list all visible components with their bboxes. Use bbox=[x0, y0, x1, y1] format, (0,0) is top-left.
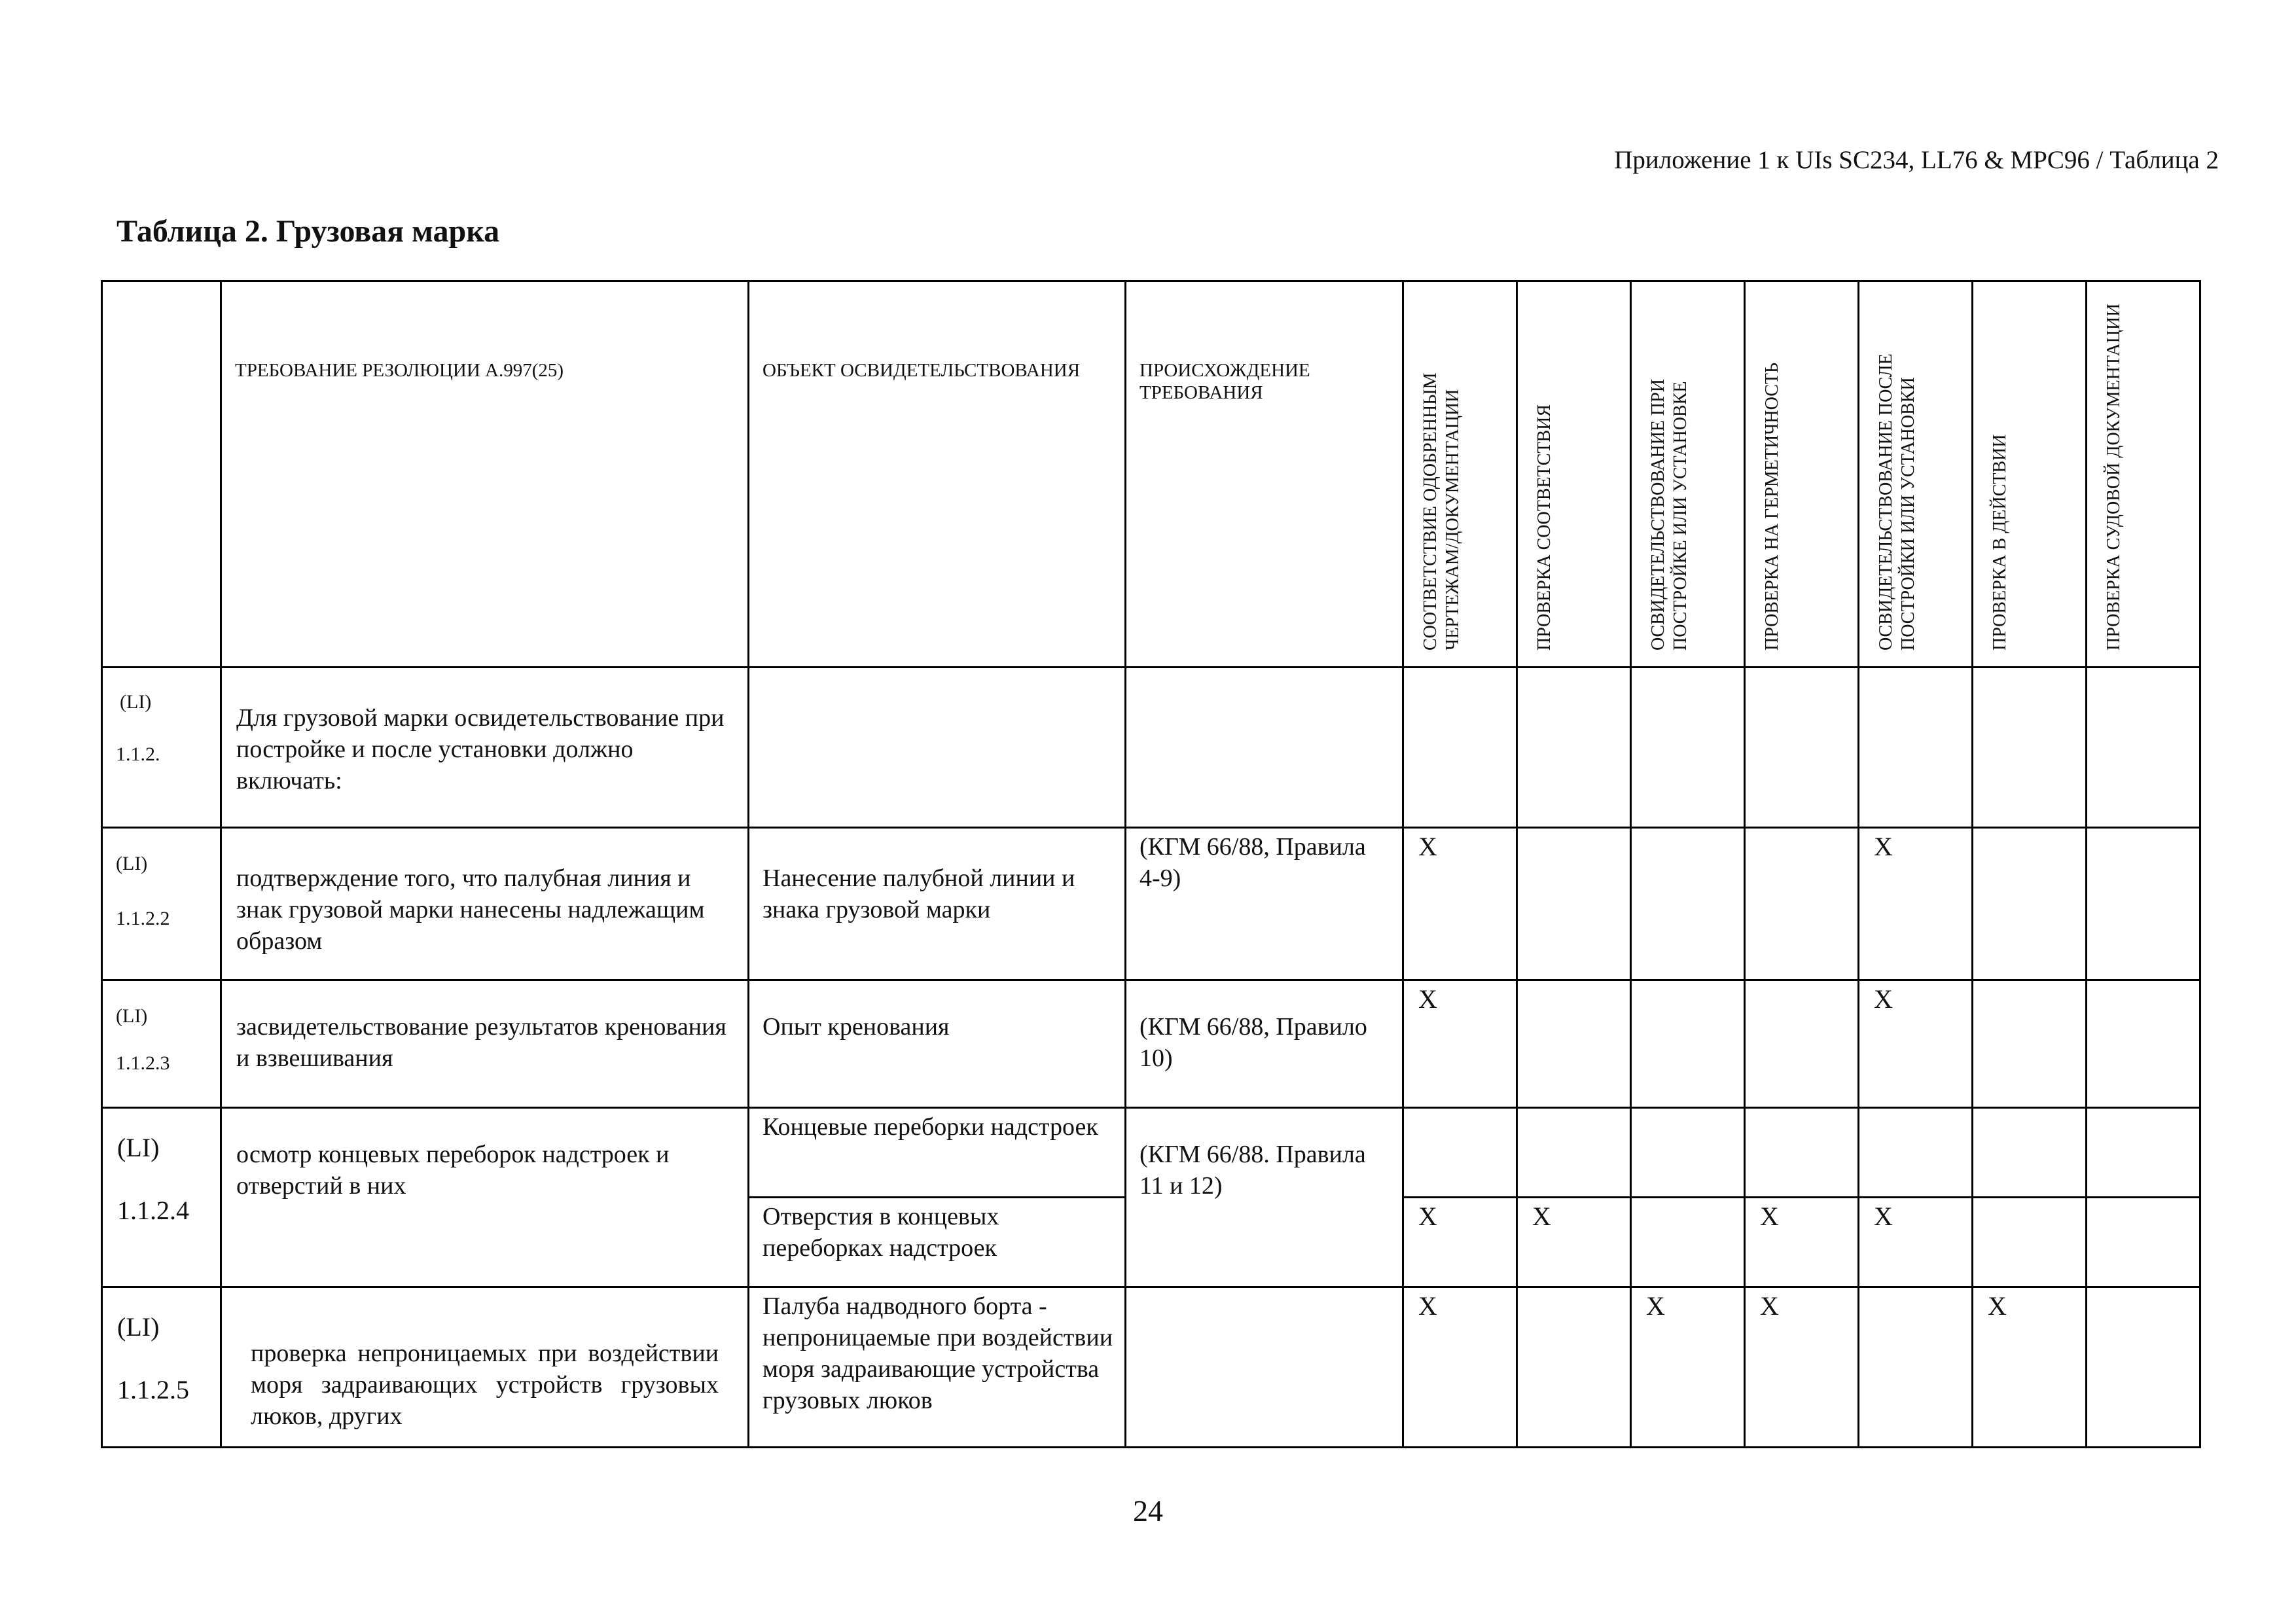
header-origin: ПРОИСХОЖДЕНИЕ ТРЕБОВАНИЯ bbox=[1126, 281, 1403, 668]
check-mark: X bbox=[1403, 980, 1517, 1108]
header-col-compliance-check: ПРОВЕРКА СООТВЕТСТВИЯ bbox=[1517, 281, 1631, 668]
row-requirement: проверка непроницаемых при воздействии моря задраивающих устройств грузовых люков, других bbox=[221, 1287, 749, 1448]
row-origin: (КГМ 66/88. Правила 11 и 12) bbox=[1126, 1108, 1403, 1287]
row-requirement: засвидетельствование результатов кренования и взвешивания bbox=[221, 980, 749, 1108]
page-number: 24 bbox=[1133, 1494, 1163, 1527]
row-object: Нанесение палубной линии и знака грузовой марки bbox=[749, 828, 1126, 980]
header-col-approved-drawings: СООТВЕТСТВИЕ ОДОБРЕННЫМ ЧЕРТЕЖАМ/ДОКУМЕНТАЦИИ bbox=[1403, 281, 1517, 668]
table-row bbox=[102, 1108, 2200, 1198]
row-origin: (КГМ 66/88, Правила 4-9) bbox=[1126, 828, 1403, 980]
header-requirement: ТРЕБОВАНИЕ РЕЗОЛЮЦИИ А.997(25) bbox=[221, 281, 749, 668]
header-col-tightness-test: ПРОВЕРКА НА ГЕРМЕТИЧНОСТЬ bbox=[1745, 281, 1859, 668]
check-mark: X bbox=[1403, 828, 1517, 980]
row-ref: (LI) 1.1.2.5 bbox=[102, 1287, 221, 1448]
table-title: Таблица 2. Грузовая марка bbox=[117, 214, 500, 249]
row-origin bbox=[1126, 668, 1403, 828]
row-object-a: Концевые переборки надстроек bbox=[749, 1108, 1126, 1198]
row-object bbox=[749, 668, 1126, 828]
row-requirement: Для грузовой марки освидетельствование при постройке и после установки должно включать: bbox=[221, 668, 749, 828]
check-mark: X bbox=[1403, 1287, 1517, 1448]
page-header: Приложение 1 к UIs SC234, LL76 & MPC96 / Таблица 2 bbox=[1614, 146, 2219, 174]
header-col-survey-during-build: ОСВИДЕТЕЛЬСТВОВАНИЕ ПРИ ПОСТРОЙКЕ ИЛИ УСТАНОВКЕ bbox=[1631, 281, 1745, 668]
header-col-ship-docs: ПРОВЕРКА СУДОВОЙ ДОКУМЕНТАЦИИ bbox=[2087, 281, 2200, 668]
check-mark: X bbox=[1517, 1198, 1631, 1287]
check-mark: X bbox=[1859, 1198, 1973, 1287]
row-ref: (LI) 1.1.2.3 bbox=[102, 980, 221, 1108]
load-line-table bbox=[101, 280, 2201, 1448]
header-object: ОБЪЕКТ ОСВИДЕТЕЛЬСТВОВАНИЯ bbox=[749, 281, 1126, 668]
check-mark: X bbox=[1859, 980, 1973, 1108]
row-origin bbox=[1126, 1287, 1403, 1448]
row-object: Палуба надводного борта - непроницаемые при воздействии моря задраивающие устройства грузовых люков bbox=[749, 1287, 1126, 1448]
row-object: Опыт кренования bbox=[749, 980, 1126, 1108]
row-object-b: Отверстия в концевых переборках надстроек bbox=[749, 1198, 1126, 1287]
row-ref: (LI) 1.1.2. bbox=[102, 668, 221, 828]
table-row bbox=[102, 668, 2200, 828]
row-requirement: осмотр концевых переборок надстроек и отверстий в них bbox=[221, 1108, 749, 1287]
row-ref: (LI) 1.1.2.4 bbox=[102, 1108, 221, 1287]
check-mark: X bbox=[1973, 1287, 2087, 1448]
check-mark: X bbox=[1859, 828, 1973, 980]
header-col-operation-test: ПРОВЕРКА В ДЕЙСТВИИ bbox=[1973, 281, 2087, 668]
check-mark: X bbox=[1745, 1198, 1859, 1287]
check-mark: X bbox=[1745, 1287, 1859, 1448]
header-row bbox=[102, 281, 2200, 668]
table-row bbox=[102, 828, 2200, 980]
row-ref: (LI) 1.1.2.2 bbox=[102, 828, 221, 980]
table-row bbox=[102, 980, 2200, 1108]
check-mark: X bbox=[1631, 1287, 1745, 1448]
check-mark: X bbox=[1403, 1198, 1517, 1287]
header-col-survey-after-build: ОСВИДЕТЕЛЬСТВОВАНИЕ ПОСЛЕ ПОСТРОЙКИ ИЛИ УСТАНОВКИ bbox=[1859, 281, 1973, 668]
table-row bbox=[102, 1287, 2200, 1448]
header-ref-cell bbox=[102, 281, 221, 668]
row-requirement: подтверждение того, что палубная линия и знак грузовой марки нанесены надлежащим образом bbox=[221, 828, 749, 980]
row-origin: (КГМ 66/88, Правило 10) bbox=[1126, 980, 1403, 1108]
